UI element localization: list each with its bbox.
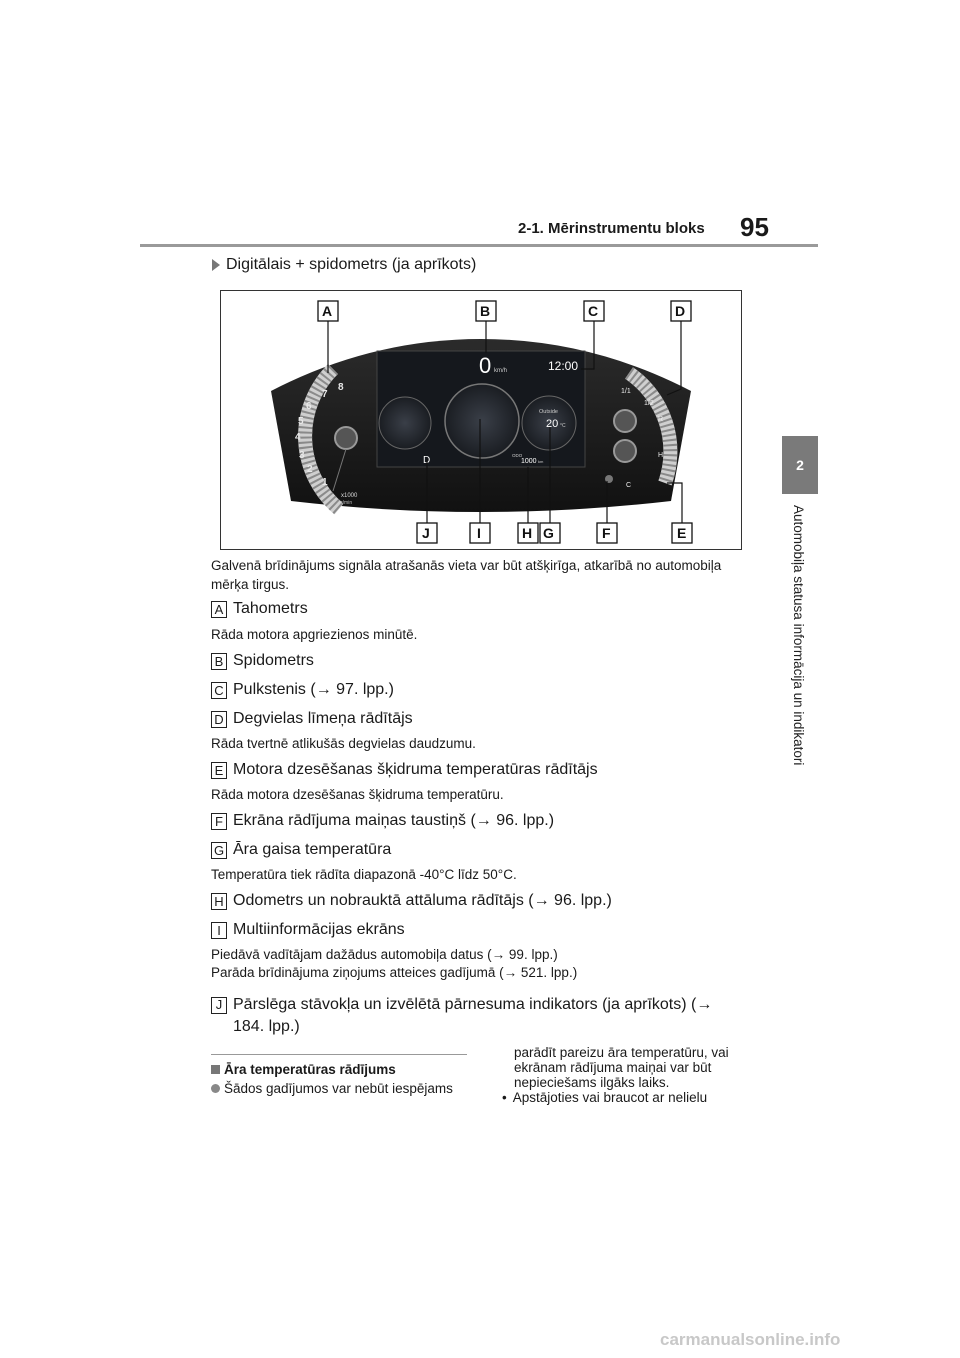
- item-d-title: Degvielas līmeņa rādītājs: [233, 710, 413, 727]
- item-d: [211, 710, 413, 728]
- display-change-button: [614, 440, 636, 462]
- clock-value: 12:00: [548, 359, 579, 373]
- header-divider: [140, 244, 818, 247]
- right-bullet-text: Apstājoties vai braucot ar nelielu: [512, 1090, 708, 1105]
- item-j-title-1: Pārslēga stāvokļa un izvēlētā pārnesuma indikators (ja aprīkots) (→: [233, 996, 713, 1013]
- figure-note: Galvenā brīdinājums signāla atrašanās vieta var būt atšķirīga, atkarībā no automobiļa mērķa tirgus.: [211, 558, 722, 592]
- outside-temp-unit: °C: [560, 423, 566, 429]
- outside-temp-section-title: Āra temperatūras rādījums: [224, 1062, 396, 1077]
- item-e-desc: Rāda motora dzesēšanas šķidruma temperatūru.: [211, 787, 504, 802]
- callout-h: H: [522, 525, 533, 541]
- item-g: [211, 841, 391, 859]
- outside-temp-bullet: [211, 1081, 453, 1096]
- page-number: 95: [740, 212, 769, 242]
- fuel-r-label: R: [658, 416, 664, 423]
- item-j-letter: J: [211, 997, 227, 1014]
- tacho-num-1: 1: [322, 477, 328, 488]
- right-line-1: parādīt pareizu āra temperatūru, vai: [514, 1045, 729, 1060]
- callout-f: F: [602, 525, 611, 541]
- watermark: carmanualsonline.info: [660, 1330, 841, 1349]
- item-i-desc-1: Piedāvā vadītājam dažādus automobiļa datus (→ 99. lpp.): [211, 947, 558, 962]
- odo-label: ODO: [512, 453, 523, 458]
- tacho-num-3: 3: [299, 450, 305, 461]
- item-h-title: Odometrs un nobrauktā attāluma rādītājs (→ 96. lpp.): [233, 892, 612, 909]
- callouts-bottom: [417, 523, 692, 543]
- display-change-switch: [605, 475, 613, 483]
- callout-d: D: [675, 303, 686, 319]
- item-b-letter: B: [211, 653, 227, 670]
- chapter-tab: 2: [782, 436, 818, 494]
- item-e-title: Motora dzesēšanas šķidruma temperatūras rādītājs: [233, 761, 598, 778]
- speed-unit: km/h: [494, 368, 508, 374]
- callout-i: I: [477, 525, 481, 541]
- item-i-desc: [211, 946, 577, 982]
- subheading-text: Digitālais + spidometrs (ja aprīkots): [226, 256, 477, 273]
- odo-value: 1000: [521, 458, 537, 465]
- callout-c: C: [588, 303, 599, 319]
- tacho-num-7: 7: [322, 389, 328, 400]
- tacho-num-4: 4: [295, 432, 301, 443]
- item-c: [211, 681, 394, 699]
- chapter-title-text: Automobiļa statusa informācija un indikatori: [791, 505, 806, 766]
- item-i-letter: I: [211, 922, 227, 939]
- item-e-letter: E: [211, 762, 227, 779]
- temp-h-label: H: [658, 452, 664, 459]
- item-b-title: Spidometrs: [233, 652, 314, 669]
- item-b: [211, 652, 314, 670]
- item-i-desc-2: Parāda brīdinājuma ziņojums atteices gadījumā (→ 521. lpp.): [211, 965, 578, 980]
- outside-label: Outside: [539, 409, 558, 415]
- tacho-num-2: 2: [307, 464, 313, 475]
- callout-b: B: [480, 303, 491, 319]
- item-j: [211, 994, 731, 1038]
- item-d-desc: Rāda tvertnē atlikušās degvielas daudzumu.: [211, 736, 476, 751]
- right-bullet: [494, 1090, 754, 1105]
- item-c-title: Pulkstenis (→ 97. lpp.): [233, 681, 394, 698]
- multi-info-gauge: [445, 384, 519, 458]
- item-h-letter: H: [211, 893, 227, 910]
- square-bullet-icon: [211, 1065, 220, 1074]
- item-g-title: Āra gaisa temperatūra: [233, 841, 392, 858]
- trip-reset-knob: [335, 427, 357, 449]
- item-f-title: Ekrāna rādījuma maiņas taustiņš (→ 96. lpp.): [233, 812, 555, 829]
- callout-a: A: [322, 303, 333, 319]
- callout-g: G: [543, 525, 554, 541]
- section-divider: [211, 1054, 467, 1055]
- item-d-letter: D: [211, 711, 227, 728]
- circle-bullet-icon: [211, 1084, 220, 1093]
- item-a-letter: A: [211, 601, 227, 618]
- item-f-letter: F: [211, 813, 227, 830]
- item-i: [211, 921, 405, 939]
- outside-temp-bullet-text: Šādos gadījumos var nebūt iespējams: [224, 1081, 453, 1096]
- odo-unit: km: [538, 459, 544, 464]
- item-h: [211, 892, 612, 910]
- item-c-letter: C: [211, 682, 227, 699]
- arrow-bullet-icon: [212, 259, 220, 271]
- speed-value: 0: [479, 353, 492, 378]
- item-a-title: Tahometrs: [233, 600, 308, 617]
- right-column-text: [494, 1045, 754, 1105]
- instrument-cluster-figure: [220, 290, 742, 550]
- temp-c-label: C: [626, 482, 632, 489]
- section-title: 2-1. Mērinstrumentu bloks: [518, 220, 705, 237]
- right-line-3: nepieciešams ilgāks laiks.: [514, 1075, 670, 1090]
- item-g-letter: G: [211, 842, 227, 859]
- tacho-unit-rpm: r/min: [341, 500, 353, 506]
- item-a: [211, 600, 308, 618]
- item-i-title: Multiinformācijas ekrāns: [233, 921, 405, 938]
- item-f: [211, 812, 554, 830]
- outside-temp-value: 20: [546, 418, 559, 430]
- chapter-title-vertical: [791, 505, 811, 805]
- tacho-num-8: 8: [338, 382, 344, 393]
- item-g-desc: Temperatūra tiek rādīta diapazonā -40°C līdz 50°C.: [211, 867, 517, 882]
- item-a-desc: Rāda motora apgriezienos minūtē.: [211, 627, 418, 642]
- right-line-2: ekrānam rādījuma maiņai var būt: [514, 1060, 712, 1075]
- item-j-title-2: 184. lpp.): [233, 1018, 300, 1035]
- tacho-num-5: 5: [298, 416, 304, 427]
- outside-temp-section: [211, 1062, 396, 1077]
- gear-indicator: D: [423, 455, 431, 466]
- item-e: [211, 761, 598, 779]
- tacho-unit: x1000: [341, 493, 358, 499]
- callout-j: J: [422, 525, 430, 541]
- left-display-gauge: [379, 397, 431, 449]
- callouts-top: [318, 301, 691, 321]
- tacho-num-6: 6: [306, 401, 312, 412]
- right-knob-upper: [614, 410, 636, 432]
- fuel-half-label: 1/2: [644, 400, 654, 407]
- subheading: [212, 256, 476, 274]
- fuel-full-label: 1/1: [621, 388, 631, 395]
- small-bullet-icon: •: [502, 1090, 507, 1105]
- instrument-cluster-illustration: [221, 291, 741, 549]
- callout-e: E: [677, 525, 687, 541]
